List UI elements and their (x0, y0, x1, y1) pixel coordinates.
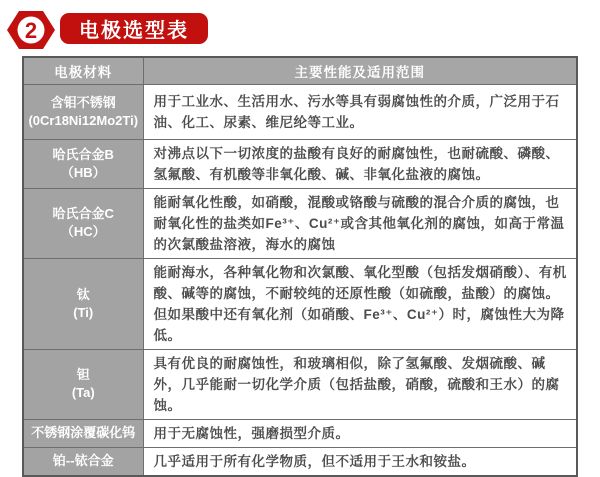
material-cell (23, 258, 143, 349)
description-cell: 对沸点以下一切浓度的盐酸有良好的耐腐蚀性，也耐硫酸、磷酸、氢氟酸、有机酸等非氧化酸、碱、非氧化盐液的腐蚀。 (143, 139, 577, 188)
material-name: 铂--铱合金 (52, 453, 114, 468)
material-code: （HB） (60, 164, 106, 180)
description-cell: 用于工业水、生活用水、污水等具有弱腐蚀性的介质，广泛用于石油、化工、尿素、维尼纶等工业。 (143, 84, 577, 139)
material-code: (0Cr18Ni12Mo2Ti) (28, 112, 139, 128)
material-cell (23, 188, 143, 258)
material-cell (23, 419, 143, 447)
page-title: 电极选型表 (60, 13, 208, 44)
table-row (23, 349, 577, 419)
description-cell: 能耐氧化性酸，如硝酸，混酸或铬酸与硫酸的混合介质的腐蚀，也耐氧化性的盐类如Fe³⁺、Cu²⁺或含其他氧化剂的腐蚀，如高于常温的次氯酸盐溶液，海水的腐蚀 (143, 188, 577, 258)
table-row (23, 447, 577, 476)
column-header-performance: 主要性能及适用范围 (143, 57, 577, 84)
electrode-selection-table (22, 56, 578, 477)
number-badge-icon (6, 8, 56, 52)
description-cell: 几乎适用于所有化学物质，但不适用于王水和铵盐。 (143, 447, 577, 476)
table-row (23, 258, 577, 349)
material-code: (Ti) (73, 304, 94, 320)
material-name: 不锈钢涂覆碳化钨 (31, 425, 136, 440)
material-name: 钛 (76, 286, 90, 302)
table-row (23, 84, 577, 139)
table-row (23, 188, 577, 258)
badge-number: 2 (24, 18, 38, 43)
table-row (23, 139, 577, 188)
material-name: 哈氏合金C (52, 206, 114, 221)
material-cell (23, 84, 143, 139)
page-header (0, 0, 600, 56)
material-name: 哈氏合金B (52, 146, 114, 162)
material-cell (23, 349, 143, 419)
material-cell (23, 139, 143, 188)
material-code: (Ta) (71, 385, 95, 400)
material-code: （HC） (60, 224, 106, 239)
column-header-material: 电极材料 (23, 57, 143, 84)
description-cell: 具有优良的耐腐蚀性，和玻璃相似，除了氢氟酸、发烟硫酸、碱外，几乎能耐一切化学介质（包括盐酸，硝酸，硫酸和王水）的腐蚀。 (143, 349, 577, 419)
material-cell (23, 447, 143, 476)
table-container (0, 56, 600, 477)
material-name: 钽 (76, 367, 90, 382)
material-name: 含钼不锈钢 (50, 94, 116, 110)
table-header-row (23, 57, 577, 84)
description-cell: 能耐海水，各种氧化物和次氯酸、氧化型酸（包括发烟硝酸）、有机酸、碱等的腐蚀，不耐较纯的还原性酸（如硫酸，盐酸）的腐蚀。但如果酸中还有氧化剂（如硝酸、Fe³⁺、Cu²⁺）时，腐蚀性大为降低。 (143, 258, 577, 349)
description-cell: 用于无腐蚀性，强磨损型介质。 (143, 419, 577, 447)
table-row (23, 419, 577, 447)
